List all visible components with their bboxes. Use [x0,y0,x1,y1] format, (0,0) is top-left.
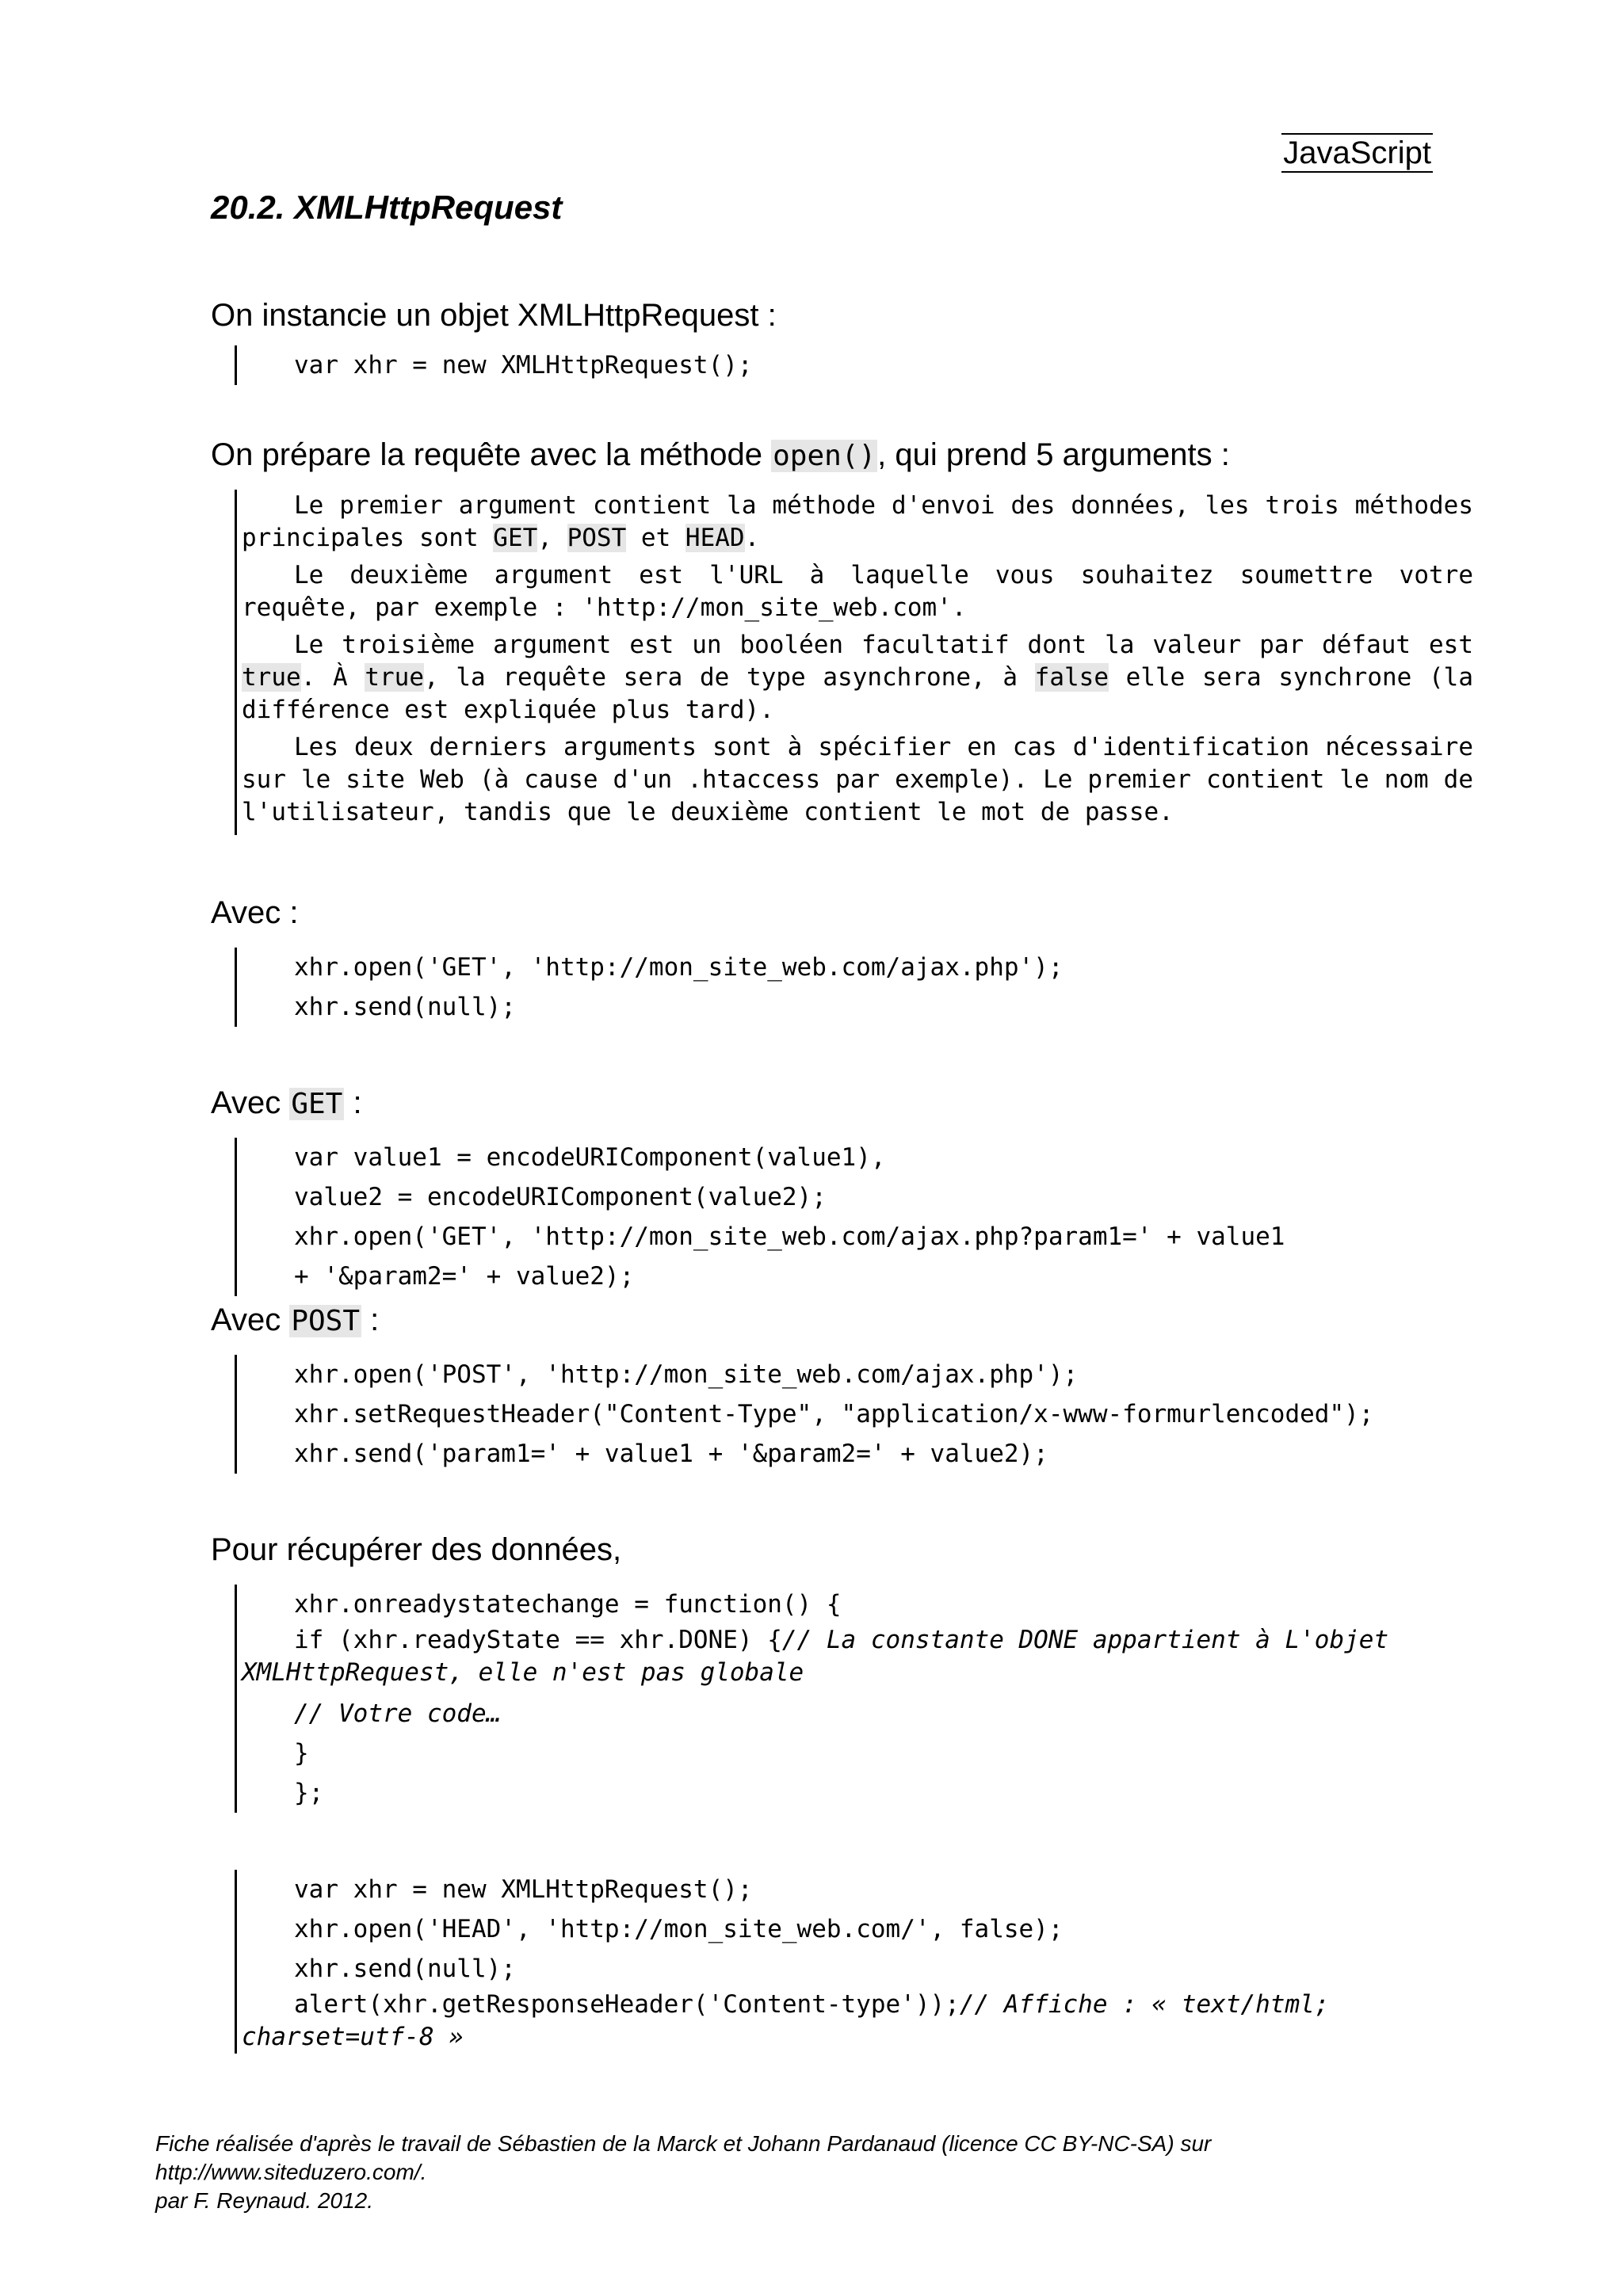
inline-code-post: POST [291,1305,361,1337]
heading-text: , qui prend 5 arguments : [877,437,1230,472]
page-footer [155,2130,1487,2215]
paragraph-text: elle sera synchrone (la différence est expliquée plus tard). [242,663,1473,724]
heading-text: Avec [211,1085,290,1120]
code-block-avec-post [235,1355,1373,1474]
paragraph-text: . À [300,663,365,692]
paragraph-text: Le troisième argument est un booléen facultatif dont la valeur par défaut est [294,631,1473,659]
heading-text: : [361,1302,380,1337]
highlight-true: true [242,663,301,692]
document-header-title: JavaScript [1281,133,1433,173]
code-line: xhr.onreadystatechange = function() { [294,1590,842,1619]
code-line: value2 = encodeURIComponent(value2); [294,1183,827,1211]
argument-paragraph-2 [237,559,1473,624]
code-comment: // La constante DONE appartient à L'objet XMLHttpRequest, elle n'est pas globale [242,1626,1389,1687]
heading-avec-post [211,1299,379,1342]
footer-author-line: par F. Reynaud. 2012. [155,2188,374,2213]
paragraph-text: , [537,524,567,552]
heading-instantiate: On instancie un objet XMLHttpRequest : [211,298,777,333]
argument-paragraph-1 [237,490,1473,555]
heading-recuperer: Pour récupérer des données, [211,1532,622,1567]
paragraph-text: et [626,524,685,552]
code-text: alert(xhr.getResponseHeader('Content-type')); [294,1990,960,2019]
code-line: xhr.open('HEAD', 'http://mon_site_web.com/', false); [294,1915,1064,1943]
highlight-get: GET [493,524,538,552]
code-block-recuperer [235,1585,1473,1813]
code-line: } [294,1739,309,1768]
code-line: xhr.send(null); [294,1955,516,1983]
highlight-true: true [365,663,424,692]
code-line-wrapped [237,1989,1473,2054]
code-block-avec-get [235,1138,1285,1296]
code-line: xhr.setRequestHeader("Content-Type", "application/x-www-formurlencoded"); [294,1400,1374,1428]
inline-code-open: open() [773,440,876,472]
code-line: }; [294,1779,324,1807]
heading-open-method [211,434,1230,477]
heading-text: On prépare la requête avec la méthode [211,437,772,472]
heading-avec-get [211,1082,362,1125]
code-line: var xhr = new XMLHttpRequest(); [294,351,753,379]
highlight-false: false [1034,663,1109,692]
code-comment: // Affiche : « text/html; charset=utf-8 » [242,1990,1330,2051]
code-text: if (xhr.readyState == xhr.DONE) { [294,1626,782,1654]
code-line-wrapped [237,1624,1473,1689]
code-block-head-example [235,1870,1473,2054]
code-comment-line: // Votre code… [294,1699,502,1728]
code-block-instantiate [235,345,753,385]
footer-credit-line: Fiche réalisée d'après le travail de Sébastien de la Marck et Johann Pardanaud (licence CC BY-NC-SA) sur http://www.siteduzero.com/. [155,2131,1212,2184]
code-line: xhr.open('GET', 'http://mon_site_web.com/ajax.php'); [294,953,1064,982]
highlight-head: HEAD [685,524,745,552]
paragraph-text: Les deux derniers arguments sont à spécifier en cas d'identification nécessaire sur le site Web (à cause d'un .htaccess par exemple). Le premier contient le nom de l'utilisateur, tandis que le deuxième contient le mot de passe. [242,733,1473,826]
paragraph-text: Le premier argument contient la méthode d'envoi des données, les trois méthodes principales sont [242,491,1473,552]
code-line: xhr.open('POST', 'http://mon_site_web.com/ajax.php'); [294,1360,1079,1389]
paragraph-text: , la requête sera de type asynchrone, à [424,663,1035,692]
argument-paragraph-4 [237,731,1473,829]
heading-text: : [344,1085,362,1120]
arguments-description-block [235,490,1473,835]
highlight-post: POST [567,524,627,552]
section-title: 20.2. XMLHttpRequest [211,189,563,226]
paragraph-text: . [744,524,760,552]
code-line: xhr.send(null); [294,993,516,1021]
code-block-avec [235,948,1064,1027]
code-line: var value1 = encodeURIComponent(value1), [294,1143,886,1172]
code-line: + '&param2=' + value2); [294,1262,635,1291]
heading-avec: Avec : [211,895,299,930]
code-line: var xhr = new XMLHttpRequest(); [294,1875,753,1904]
paragraph-text: Le deuxième argument est l'URL à laquelle vous souhaitez soumettre votre requête, par exemple : 'http://mon_site_web.com'. [242,561,1473,622]
inline-code-get: GET [291,1088,343,1120]
code-line: xhr.open('GET', 'http://mon_site_web.com/ajax.php?param1=' + value1 [294,1222,1285,1251]
heading-text: Avec [211,1302,290,1337]
argument-paragraph-3 [237,629,1473,727]
code-line: xhr.send('param1=' + value1 + '&param2=' + value2); [294,1440,1048,1468]
